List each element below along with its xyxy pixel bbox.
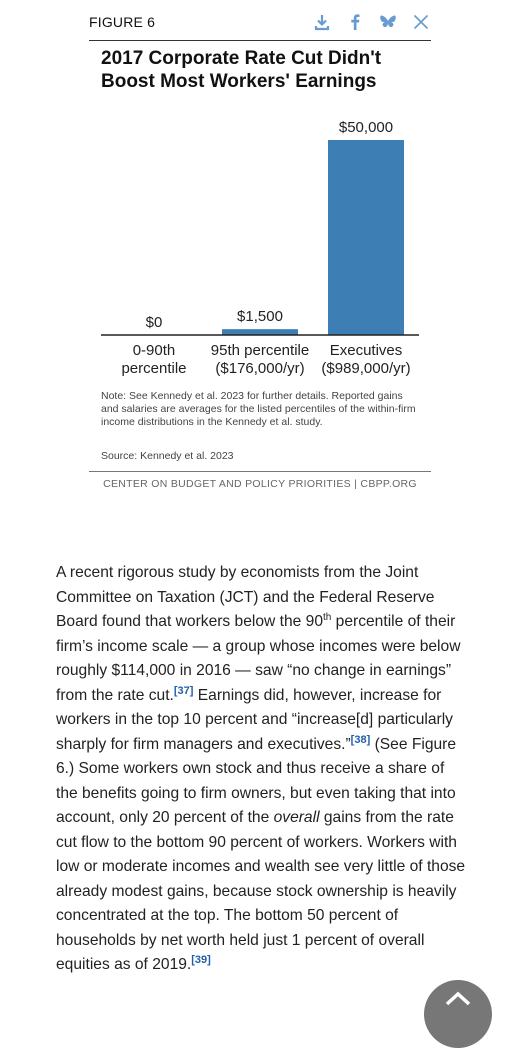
data-label-2: $50,000 — [338, 119, 394, 136]
category-label-0: 0-90th percentile — [121, 342, 187, 377]
figure-6 — [89, 0, 431, 505]
category-label-1: 95th percentile ($176,000/yr) — [210, 342, 310, 377]
chart-title: 2017 Corporate Rate Cut Didn't Boost Most Workers' Earnings — [101, 48, 382, 92]
bar-1 — [222, 329, 298, 335]
footnote-link-39[interactable]: [39] — [191, 953, 211, 966]
chevron-up-icon — [443, 988, 473, 1008]
data-label-1: $1,500 — [237, 308, 283, 326]
chart-source: Source: Kennedy et al. 2023 — [101, 450, 234, 462]
footnote-link-37[interactable]: [37] — [173, 684, 194, 697]
credit-divider — [89, 471, 431, 472]
article-paragraph: A recent rigorous study by economists from the Joint Committee on Taxation (JCT) and the Federal Reserve Board found that workers below the 90th percentile of their firm’s income scale — a group whose incomes were below roughly $114,000 in 2016 — saw “no change in earnings” from the rate cut.[37] Earnings did, however, increase for workers in the top 10 percent and “increase[d] particularly sharply for firm managers and executives.”[38] (See Figure 6.) Some workers own stock and thus receive a share of the benefits going to firm owners, but even taking that into account, only 20 percent of the overall gains from the rate cut flow to the bottom 90 percent of workers. Workers with low or moderate incomes and wealth see very little of those already modest gains, because stock ownership is heavily concentrated at the top. The bottom 50 percent of households by net worth held just 1 percent of overall equities as of 2019.[39] — [56, 564, 466, 973]
bar-2 — [328, 140, 404, 335]
footnote-link-38[interactable]: [38] — [350, 733, 371, 746]
chart-note: Note: See Kennedy et al. 2023 for further details. Reported gains and salaries are averages for the listed percentiles of the within-firm income distributions in the Kennedy et al. study. — [101, 390, 416, 428]
category-label-2: Executives ($989,000/yr) — [321, 342, 411, 377]
figure-label: FIGURE 6 — [89, 14, 156, 30]
chart-credit: CENTER ON BUDGET AND POLICY PRIORITIES | CBPP.ORG — [103, 478, 417, 490]
data-label-0: $0 — [145, 314, 163, 331]
article-body — [56, 561, 466, 978]
bar-chart — [89, 0, 431, 390]
scroll-to-top-button[interactable] — [424, 980, 492, 1048]
